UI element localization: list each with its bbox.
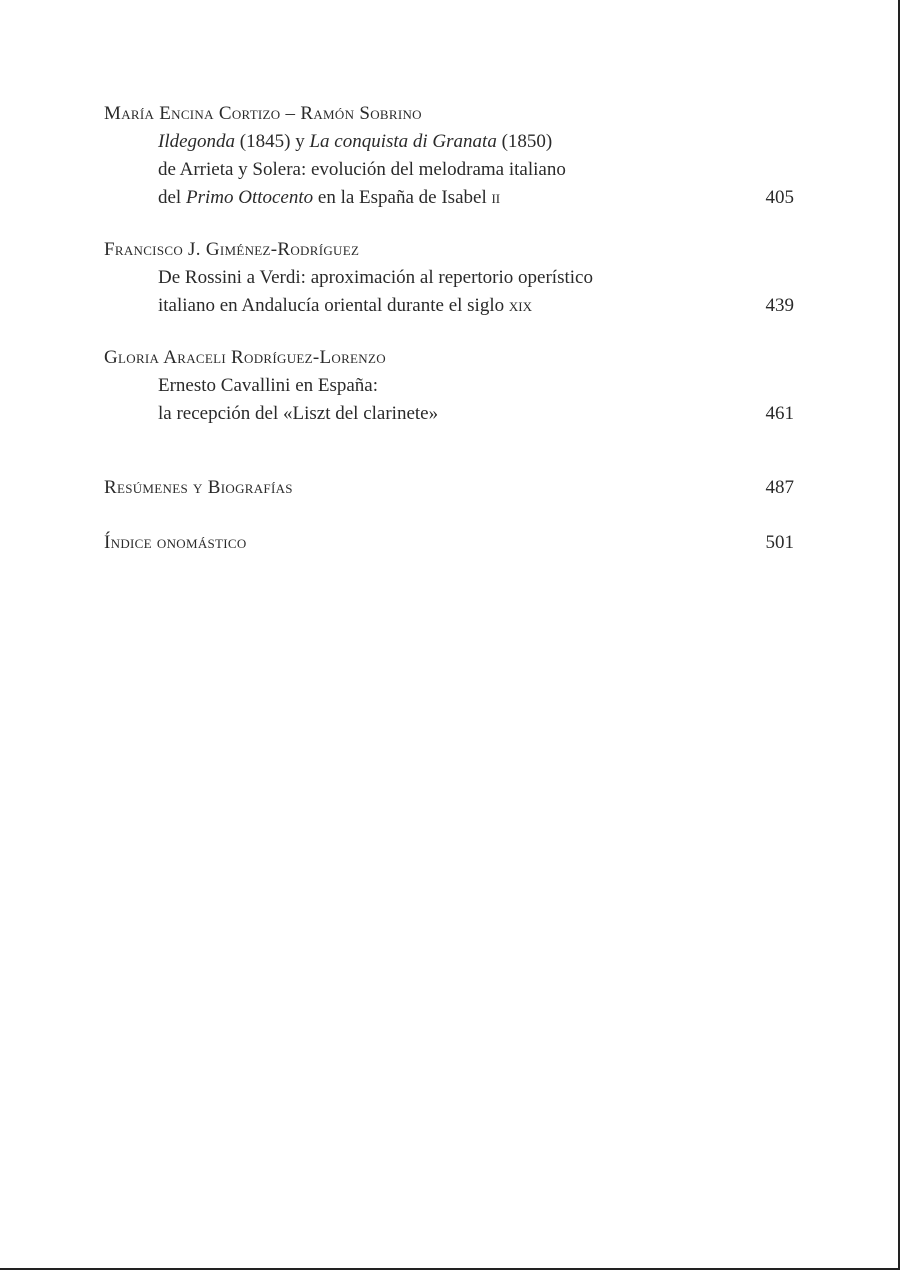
title-text: italiano en Andalucía oriental durante el siglo <box>158 295 509 316</box>
table-of-contents <box>104 100 794 557</box>
title-text: (1850) <box>496 131 553 152</box>
entry-title-line-1: Ernesto Cavallini en España: <box>158 375 379 396</box>
entry-title-line-3 <box>104 184 794 212</box>
entry-author: Francisco J. Giménez-Rodríguez <box>104 239 360 260</box>
toc-section-resumenes <box>104 474 794 502</box>
entry-title-line-2 <box>104 292 794 320</box>
title-italic: Primo Ottocento <box>185 187 314 208</box>
title-roman-numeral: xix <box>508 295 532 316</box>
title-roman-numeral: ii <box>491 187 501 208</box>
title-text: del <box>158 187 186 208</box>
toc-entry-cortizo-sobrino <box>104 100 794 212</box>
toc-section-indice <box>104 529 794 557</box>
page-number: 501 <box>765 532 794 553</box>
title-text: en la España de Isabel <box>313 187 492 208</box>
entry-author: Gloria Araceli Rodríguez-Lorenzo <box>104 347 386 368</box>
entry-title-line-2: de Arrieta y Solera: evolución del melodrama italiano <box>158 159 566 180</box>
title-text: la recepción del «Liszt del clarinete» <box>158 403 439 424</box>
section-label: Índice onomástico <box>104 532 247 553</box>
title-text: (1845) y <box>235 131 310 152</box>
entry-title-line-1 <box>104 128 794 156</box>
entry-title-line-2 <box>104 400 794 428</box>
toc-entry-rodriguez-lorenzo <box>104 344 794 428</box>
page-number: 461 <box>765 403 794 424</box>
entry-title-line-1: De Rossini a Verdi: aproximación al repertorio operístico <box>158 267 593 288</box>
page-number: 439 <box>765 295 794 316</box>
page-number: 405 <box>765 187 794 208</box>
title-italic: Ildegonda <box>158 131 236 152</box>
entry-author: María Encina Cortizo – Ramón Sobrino <box>104 103 422 124</box>
toc-entry-gimenez-rodriguez <box>104 236 794 320</box>
section-label: Resúmenes y Biografías <box>104 477 293 498</box>
title-italic: La conquista di Granata <box>309 131 497 152</box>
page-number: 487 <box>765 477 794 498</box>
